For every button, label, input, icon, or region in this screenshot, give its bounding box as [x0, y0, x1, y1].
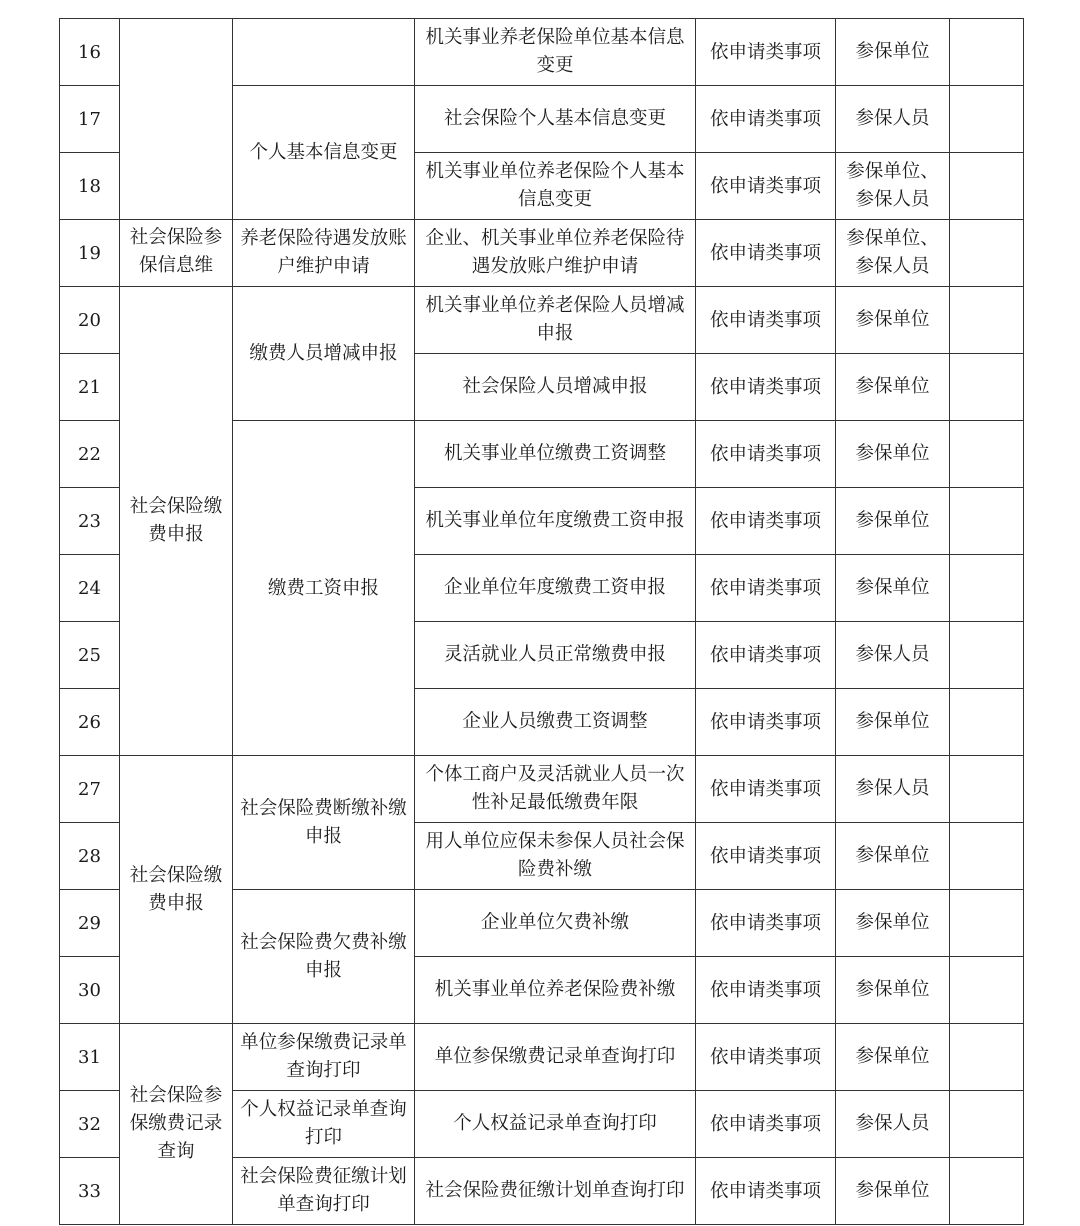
- group-cell: 社会保险缴费申报: [120, 287, 233, 756]
- item-type: 依申请类事项: [696, 957, 836, 1024]
- item-type: 依申请类事项: [696, 19, 836, 86]
- item-name: 机关事业单位年度缴费工资申报: [415, 488, 696, 555]
- item-type: 依申请类事项: [696, 287, 836, 354]
- item-type: 依申请类事项: [696, 86, 836, 153]
- subitem-cell: 个人基本信息变更: [233, 86, 415, 220]
- item-name: 机关事业单位养老保险个人基本信息变更: [415, 153, 696, 220]
- empty-cell: [950, 1158, 1024, 1225]
- row-number: 31: [60, 1024, 120, 1091]
- subitem-cell: 单位参保缴费记录单查询打印: [233, 1024, 415, 1091]
- group-cell: 社会保险参保缴费记录查询: [120, 1024, 233, 1225]
- empty-cell: [950, 622, 1024, 689]
- item-type: 依申请类事项: [696, 421, 836, 488]
- table-container: [59, 18, 1024, 1225]
- item-target: 参保人员: [836, 756, 950, 823]
- empty-cell: [950, 287, 1024, 354]
- group-cell: [120, 19, 233, 220]
- subitem-cell: 社会保险费断缴补缴申报: [233, 756, 415, 890]
- empty-cell: [950, 86, 1024, 153]
- empty-cell: [950, 488, 1024, 555]
- item-name: 企业、机关事业单位养老保险待遇发放账户维护申请: [415, 220, 696, 287]
- item-type: 依申请类事项: [696, 220, 836, 287]
- row-number: 29: [60, 890, 120, 957]
- subitem-cell: 缴费人员增减申报: [233, 287, 415, 421]
- item-name: 用人单位应保未参保人员社会保险费补缴: [415, 823, 696, 890]
- item-name: 机关事业单位养老保险费补缴: [415, 957, 696, 1024]
- empty-cell: [950, 220, 1024, 287]
- item-target: 参保单位: [836, 1158, 950, 1225]
- item-name: 企业人员缴费工资调整: [415, 689, 696, 756]
- row-number: 21: [60, 354, 120, 421]
- subitem-cell: 社会保险费欠费补缴申报: [233, 890, 415, 1024]
- item-target: 参保单位: [836, 890, 950, 957]
- empty-cell: [950, 555, 1024, 622]
- item-target: 参保单位: [836, 555, 950, 622]
- subitem-cell: 养老保险待遇发放账户维护申请: [233, 220, 415, 287]
- empty-cell: [950, 823, 1024, 890]
- row-number: 22: [60, 421, 120, 488]
- item-type: 依申请类事项: [696, 890, 836, 957]
- item-type: 依申请类事项: [696, 1091, 836, 1158]
- row-number: 23: [60, 488, 120, 555]
- subitem-cell: [233, 19, 415, 86]
- item-target: 参保人员: [836, 622, 950, 689]
- row-number: 17: [60, 86, 120, 153]
- row-number: 20: [60, 287, 120, 354]
- row-number: 26: [60, 689, 120, 756]
- empty-cell: [950, 689, 1024, 756]
- item-type: 依申请类事项: [696, 555, 836, 622]
- item-type: 依申请类事项: [696, 622, 836, 689]
- item-name: 单位参保缴费记录单查询打印: [415, 1024, 696, 1091]
- item-name: 机关事业单位养老保险人员增减申报: [415, 287, 696, 354]
- subitem-cell: 个人权益记录单查询打印: [233, 1091, 415, 1158]
- subitem-cell: 社会保险费征缴计划单查询打印: [233, 1158, 415, 1225]
- group-cell: [120, 220, 233, 287]
- item-name: 社会保险费征缴计划单查询打印: [415, 1158, 696, 1225]
- row-number: 19: [60, 220, 120, 287]
- item-type: 依申请类事项: [696, 488, 836, 555]
- item-name: 社会保险个人基本信息变更: [415, 86, 696, 153]
- item-target: 参保单位: [836, 287, 950, 354]
- empty-cell: [950, 756, 1024, 823]
- item-target: 参保单位: [836, 421, 950, 488]
- table-row: [60, 1024, 1024, 1091]
- row-number: 33: [60, 1158, 120, 1225]
- item-type: 依申请类事项: [696, 153, 836, 220]
- item-target: 参保单位: [836, 823, 950, 890]
- group-cell: 社会保险缴费申报: [120, 756, 233, 1024]
- item-name: 灵活就业人员正常缴费申报: [415, 622, 696, 689]
- group-label: 社会保险参保信息维: [129, 227, 223, 276]
- item-target: 参保单位、参保人员: [836, 153, 950, 220]
- table-row: [60, 220, 1024, 287]
- item-type: 依申请类事项: [696, 689, 836, 756]
- empty-cell: [950, 19, 1024, 86]
- item-target: 参保单位: [836, 1024, 950, 1091]
- empty-cell: [950, 957, 1024, 1024]
- item-target: 参保单位: [836, 19, 950, 86]
- empty-cell: [950, 153, 1024, 220]
- row-number: 24: [60, 555, 120, 622]
- service-items-table: [59, 18, 1024, 1225]
- item-target: 参保单位: [836, 488, 950, 555]
- row-number: 27: [60, 756, 120, 823]
- item-target: 参保单位: [836, 354, 950, 421]
- item-target: 参保单位: [836, 689, 950, 756]
- subitem-cell: 缴费工资申报: [233, 421, 415, 756]
- row-number: 28: [60, 823, 120, 890]
- row-number: 32: [60, 1091, 120, 1158]
- item-target: 参保单位、参保人员: [836, 220, 950, 287]
- row-number: 25: [60, 622, 120, 689]
- item-type: 依申请类事项: [696, 756, 836, 823]
- item-target: 参保单位: [836, 957, 950, 1024]
- item-type: 依申请类事项: [696, 354, 836, 421]
- row-number: 18: [60, 153, 120, 220]
- item-name: 企业单位欠费补缴: [415, 890, 696, 957]
- item-name: 企业单位年度缴费工资申报: [415, 555, 696, 622]
- empty-cell: [950, 354, 1024, 421]
- empty-cell: [950, 421, 1024, 488]
- row-number: 30: [60, 957, 120, 1024]
- item-type: 依申请类事项: [696, 1158, 836, 1225]
- table-row: [60, 287, 1024, 354]
- row-number: 16: [60, 19, 120, 86]
- item-type: 依申请类事项: [696, 823, 836, 890]
- item-name: 个人权益记录单查询打印: [415, 1091, 696, 1158]
- empty-cell: [950, 1024, 1024, 1091]
- item-type: 依申请类事项: [696, 1024, 836, 1091]
- item-name: 机关事业单位缴费工资调整: [415, 421, 696, 488]
- item-name: 机关事业养老保险单位基本信息变更: [415, 19, 696, 86]
- table-row: [60, 756, 1024, 823]
- table-row: [60, 19, 1024, 86]
- item-target: 参保人员: [836, 86, 950, 153]
- item-name: 个体工商户及灵活就业人员一次性补足最低缴费年限: [415, 756, 696, 823]
- item-name: 社会保险人员增减申报: [415, 354, 696, 421]
- empty-cell: [950, 890, 1024, 957]
- item-target: 参保人员: [836, 1091, 950, 1158]
- empty-cell: [950, 1091, 1024, 1158]
